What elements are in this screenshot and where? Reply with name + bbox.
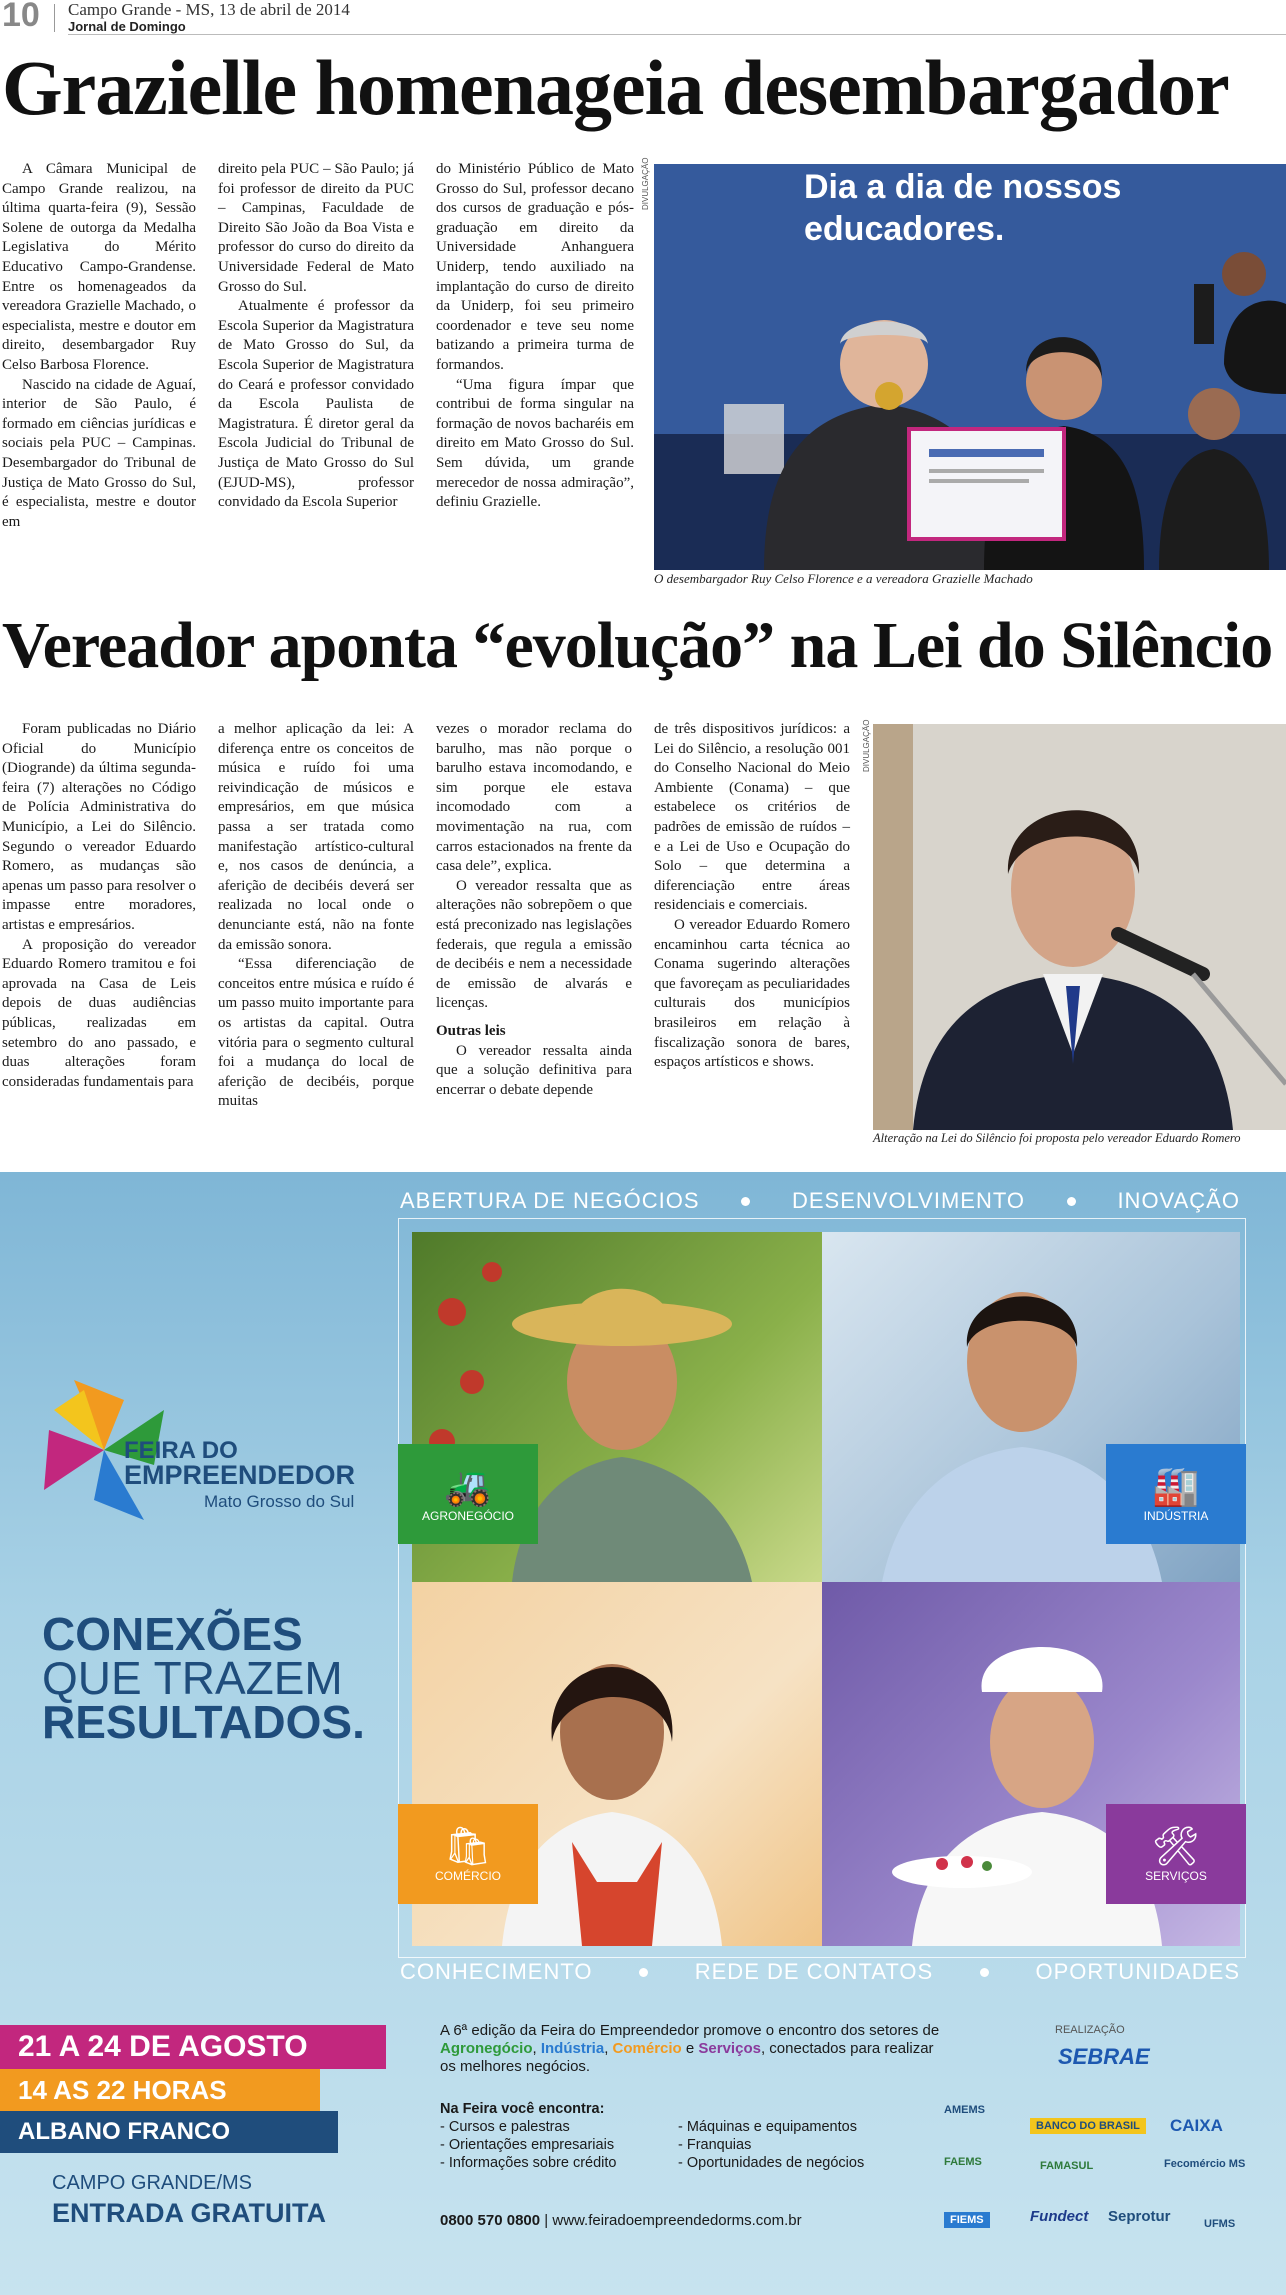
bullet-dot bbox=[1067, 1197, 1076, 1206]
paragraph: O vereador ressalta ainda que a solução definitiva para encerrar o debate depende bbox=[436, 1042, 632, 1098]
speaker-photo-illustration bbox=[873, 724, 1286, 1130]
advertisement-feira-empreendedor bbox=[0, 1172, 1286, 2295]
paragraph: A proposição do vereador Eduardo Romero tramitou e foi aprovada na Casa de Leis depois de duas audiências públicas, realizadas em setembro do ano passado, e duas alterações foram consideradas fundamentais para bbox=[2, 936, 196, 1090]
list-item: - Cursos e palestras bbox=[440, 2119, 570, 2135]
paragraph: O vereador ressalta que as alterações não sobrepõem o que está preconizado nas legislações federais, que regula a emissão de decibéis e nem a necessidade de emissão de alvarás e licenças. bbox=[436, 877, 632, 1012]
list-item: - Máquinas e equipamentos bbox=[678, 2119, 857, 2135]
paragraph: vezes o morador reclama do barulho, mas não porque o barulho estava incomodando, e sim porque ele estava incomodado com a movimentação na rua, com carros estacionados na frente da casa dele”, explica. bbox=[436, 721, 632, 875]
realizacao-label: REALIZAÇÃO bbox=[1055, 2024, 1125, 2036]
contact-separator: | bbox=[544, 2212, 549, 2229]
slogan-line: QUE TRAZEM bbox=[42, 1652, 343, 1704]
intro-text: A 6ª edição da Feira do Empreendedor promove o encontro dos setores de bbox=[440, 2022, 940, 2039]
list-item: - Informações sobre crédito bbox=[440, 2155, 617, 2171]
logo-line3: Mato Grosso do Sul bbox=[204, 1492, 355, 1511]
ad-slogan bbox=[42, 1608, 365, 1748]
tractor-icon: 🚜 bbox=[444, 1466, 492, 1508]
sponsor-seprotur: Seprotur bbox=[1108, 2208, 1171, 2225]
free-entry-text: ENTRADA GRATUITA bbox=[52, 2198, 326, 2228]
paragraph: de três dispositivos jurídicos: a Lei do Silêncio, a resolução 001 do Conselho Nacional do Meio Ambiente (Conama) – que estabelece os critérios de padrões de emissão de ruídos – e a Lei de Uso e Ocupação do Solo – que determina a diferenciação entre áreas residenciais e comerciais. bbox=[654, 721, 850, 914]
intro-comma: , bbox=[532, 2040, 541, 2057]
sponsor-banco-do-brasil: BANCO DO BRASIL bbox=[1030, 2118, 1146, 2134]
article1-caption: O desembargador Ruy Celso Florence e a vereadora Grazielle Machado bbox=[654, 571, 1033, 586]
article2-column-3 bbox=[436, 720, 632, 1100]
intro-industria: Indústria bbox=[540, 2040, 605, 2057]
bullet-dot bbox=[639, 1968, 648, 1977]
ad-feature-lists bbox=[440, 2100, 960, 2172]
website: www.feiradoempreendedorms.com.br bbox=[552, 2212, 802, 2229]
paragraph: Atualmente é professor da Escola Superior da Magistratura de Mato Grosso do Sul, da Escola Superior de Magistratura do Ceará e professor convidado da Escola Paulista de Magistratura. É diretor geral da Escola Judicial do Tribunal de Justiça de Mato Grosso do Sul (EJUD-MS), professor convidado da Escola Superior bbox=[218, 298, 414, 511]
hours-ribbon: 14 AS 22 HORAS bbox=[0, 2069, 320, 2111]
photo-credit: DIVULGAÇÃO bbox=[862, 719, 871, 772]
article2-column-1 bbox=[2, 720, 196, 1092]
sponsor-fundect: Fundect bbox=[1030, 2208, 1089, 2225]
list-right bbox=[678, 2118, 864, 2172]
feira-empreendedor-logo bbox=[34, 1370, 364, 1530]
article1-column-1 bbox=[2, 160, 196, 532]
article1-column-3 bbox=[436, 160, 634, 513]
city-text: CAMPO GRANDE/MS bbox=[52, 2172, 253, 2194]
venue-ribbon: ALBANO FRANCO bbox=[0, 2111, 338, 2153]
intro-text: , conectados para realizar os melhores negócios. bbox=[440, 2040, 934, 2075]
ad-intro-text bbox=[440, 2022, 940, 2076]
intro-comercio: Comércio bbox=[612, 2040, 682, 2057]
paragraph: A Câmara Municipal de Campo Grande realizou, na última quarta-feira (9), Sessão Solene de outorga da Medalha Legislativa do Mérito Educativo Campo-Grandense. Entre os homenageados da vereadora Grazielle Machado, o especialista, mestre e doutor em direito, desembargador Ruy Celso Barbosa Florence. bbox=[2, 161, 196, 373]
agronegocio-badge bbox=[398, 1444, 538, 1544]
paragraph: “Essa diferenciação de conceitos entre música e ruído é um passo muito importante para os artistas da capital. Outra vitória para o segmento cultural foi a mudança do local de aferição de decibéis, porque muitas bbox=[218, 956, 414, 1110]
intro-comma: , bbox=[604, 2040, 613, 2057]
slogan-line: RESULTADOS. bbox=[42, 1696, 365, 1748]
sponsor-famasul: FAMASUL bbox=[1040, 2160, 1094, 2172]
bullet-dot bbox=[741, 1197, 750, 1206]
header-divider bbox=[54, 4, 55, 32]
badge-label: SERVIÇOS bbox=[1145, 1869, 1207, 1883]
sponsor-caixa: CAIXA bbox=[1170, 2116, 1223, 2135]
comercio-badge bbox=[398, 1804, 538, 1904]
shopping-bag-icon: 🛍 bbox=[443, 1826, 493, 1868]
list-item: - Orientações empresariais bbox=[440, 2137, 615, 2153]
page-header bbox=[0, 0, 1286, 36]
ad-contact bbox=[440, 2212, 802, 2229]
list-left bbox=[440, 2118, 678, 2172]
paragraph: direito pela PUC – São Paulo; já foi professor de direito da PUC – Campinas, Faculdade de Direito São João da Boa Vista e professor do curso do direito da Universidade Federal de Mato Grosso do Sul. bbox=[218, 161, 414, 295]
tools-icon: 🛠 bbox=[1151, 1826, 1201, 1868]
phone-number: 0800 570 0800 bbox=[440, 2212, 541, 2229]
sponsor-ufms: UFMS bbox=[1204, 2218, 1236, 2230]
article2-caption: Alteração na Lei do Silêncio foi proposta pelo vereador Eduardo Romero bbox=[873, 1131, 1241, 1145]
badge-label: AGRONEGÓCIO bbox=[421, 1509, 514, 1523]
list-title: Na Feira você encontra: bbox=[440, 2101, 605, 2117]
paragraph: do Ministério Público de Mato Grosso do Sul, professor decano dos cursos de graduação e pós-graduação em direito da Universidade Anhanguera Uniderp, tendo auxiliado na implantação do curso de direito da Uniderp, foi seu primeiro coordenador e teve seu nome batizando a primeira turma de formandos. bbox=[436, 161, 634, 373]
sponsor-fecomercio: Fecomércio MS bbox=[1164, 2158, 1246, 2170]
article1-photo bbox=[654, 164, 1286, 570]
sponsor-fiems: FIEMS bbox=[944, 2212, 990, 2228]
subheading: Outras leis bbox=[436, 1022, 506, 1039]
intro-agro: Agronegócio bbox=[440, 2040, 533, 2057]
article2-headline: Vereador aponta “evolução” na Lei do Silêncio bbox=[2, 609, 1273, 682]
ad-top-bar bbox=[400, 1186, 1240, 1216]
sponsor-faems: FAEMS bbox=[944, 2156, 982, 2168]
ad-bottom-item: REDE DE CONTATOS bbox=[694, 1959, 934, 1984]
ad-top-item: DESENVOLVIMENTO bbox=[791, 1188, 1025, 1213]
newspaper-name: Jornal de Domingo bbox=[68, 19, 186, 34]
article1-headline: Grazielle homenageia desembargador bbox=[2, 44, 1229, 131]
list-item: - Oportunidades de negócios bbox=[678, 2155, 865, 2171]
logo-line2: EMPREENDEDOR bbox=[124, 1460, 356, 1490]
badge-label: COMÉRCIO bbox=[435, 1869, 501, 1883]
page-number: 10 bbox=[2, 0, 40, 34]
bullet-dot bbox=[980, 1968, 989, 1977]
industria-badge bbox=[1106, 1444, 1246, 1544]
article2-column-4 bbox=[654, 720, 850, 1073]
logo-line1: FEIRA DO bbox=[124, 1437, 238, 1464]
list-item: - Franquias bbox=[678, 2137, 752, 2153]
ad-top-item: INOVAÇÃO bbox=[1117, 1188, 1240, 1213]
factory-icon: 🏭 bbox=[1152, 1466, 1200, 1508]
photo-banner-text: Dia a dia de nossos educadores. bbox=[804, 168, 1122, 248]
ad-bottom-bar bbox=[400, 1957, 1240, 1987]
sponsor-amems: AMEMS bbox=[944, 2104, 985, 2116]
paragraph: O vereador Eduardo Romero encaminhou carta técnica ao Conama sugerindo alterações que favoreçam as peculiaridades culturais dos municípios brasileiros em relação à fiscalização sonora de bares, espaços artísticos e shows. bbox=[654, 916, 850, 1071]
paragraph: “Uma figura ímpar que contribui de forma singular na formação de novos bacharéis em direito em Mato Grosso do Sul. Sem dúvida, um grande merecedor de nossa admiração”, definiu Grazielle. bbox=[436, 376, 634, 511]
slogan-line: CONEXÕES bbox=[42, 1608, 303, 1660]
dateline: Campo Grande - MS, 13 de abril de 2014 bbox=[68, 0, 350, 19]
photo-credit: DIVULGAÇÃO bbox=[641, 157, 650, 210]
ad-top-item: ABERTURA DE NEGÓCIOS bbox=[400, 1188, 700, 1213]
sebrae-logo: SEBRAE bbox=[1058, 2044, 1150, 2069]
servicos-badge bbox=[1106, 1804, 1246, 1904]
ad-bottom-item: CONHECIMENTO bbox=[400, 1959, 593, 1984]
paragraph: Nascido na cidade de Aguaí, interior de São Paulo, é formado em ciências jurídicas e sociais pela PUC – Campinas. Desembargador do Tribunal de Justiça de Mato Grosso do Sul, é especialista, mestre e doutor em bbox=[2, 376, 196, 530]
header-rule bbox=[68, 34, 1286, 35]
ad-bottom-item: OPORTUNIDADES bbox=[1035, 1959, 1240, 1984]
intro-servicos: Serviços bbox=[698, 2040, 761, 2057]
article2-photo bbox=[873, 724, 1286, 1130]
paragraph: a melhor aplicação da lei: A diferença entre os conceitos de música e ruído foi uma reivindicação de músicos e empresários, em que música passa a ser tratada como manifestação artístico-cultural e, nos casos de denúncia, a aferição de decibéis deverá ser realizada no local onde o denunciante está, não na fonte da emissão sonora. bbox=[218, 721, 414, 953]
date-ribbon: 21 A 24 DE AGOSTO bbox=[0, 2025, 386, 2069]
paragraph: Foram publicadas no Diário Oficial do Município (Diogrande) da última segunda-feira (7) alterações no Código de Polícia Administrativa do Município, a Lei do Silêncio. Segundo o vereador Eduardo Romero, as mudanças são apenas um passo para resolver o impasse entre moradores, artistas e empresários. bbox=[2, 721, 196, 933]
article1-column-2 bbox=[218, 160, 414, 513]
intro-and: e bbox=[681, 2040, 699, 2057]
article2-column-2 bbox=[218, 720, 414, 1112]
badge-label: INDÚSTRIA bbox=[1143, 1509, 1209, 1523]
